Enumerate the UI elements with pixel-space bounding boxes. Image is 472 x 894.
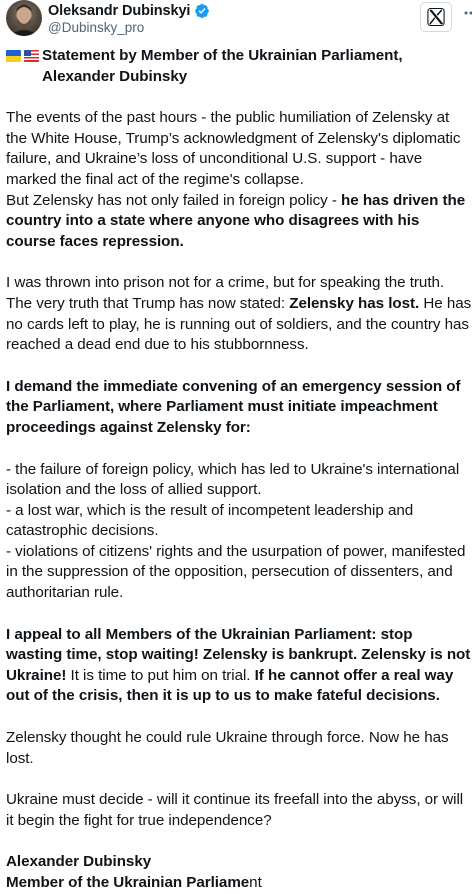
paragraph-appeal-bold-end: If he cannot offer a real way out of the crisis, then it is up to us to make fateful decisions. bbox=[6, 667, 453, 705]
paragraph-repression bbox=[6, 191, 472, 253]
user-handle[interactable]: @Dubinsky_pro bbox=[48, 20, 144, 35]
paragraph-repression-text: But Zelensky has not only failed in foreign policy - bbox=[6, 192, 341, 209]
paragraph-appeal bbox=[6, 625, 472, 707]
paragraph-appeal-bold: I appeal to all Members of the Ukrainian Parliament: stop wasting time, stop waiting! Zelensky is bankrupt. Zelensky is not Ukraine! bbox=[6, 626, 470, 684]
paragraph-events bbox=[6, 108, 472, 190]
list-item: - the failure of foreign policy, which has led to Ukraine's international isolation and the loss of allied support. bbox=[6, 460, 472, 501]
paragraph-prison bbox=[6, 273, 472, 355]
avatar-image bbox=[6, 0, 42, 36]
paragraph-repression-bold: he has driven the country into a state where anyone who disagrees with his course faces repression. bbox=[6, 192, 465, 250]
signature-role-rest: nt bbox=[249, 874, 262, 891]
ukraine-flag-icon bbox=[6, 50, 21, 62]
usa-flag-icon bbox=[24, 50, 39, 62]
x-logo-button[interactable] bbox=[420, 2, 452, 32]
display-name[interactable]: Oleksandr Dubinskyi bbox=[48, 3, 190, 19]
paragraph-prison-text-end: He has no cards left to play, he is running out of soldiers, and the country has reached a dead end due to his stubbornness. bbox=[6, 295, 471, 353]
signature-role bbox=[6, 873, 472, 894]
paragraph-force: Zelensky thought he could rule Ukraine through force. Now he has lost. bbox=[6, 728, 472, 769]
name-row bbox=[48, 2, 210, 20]
verified-badge-icon bbox=[194, 3, 210, 19]
post-title-line bbox=[6, 46, 472, 87]
paragraph-demand-bold: I demand the immediate convening of an emergency session of the Parliament, where Parliament must initiate impeachment proceedings against Zelensky for: bbox=[6, 378, 460, 436]
paragraph-decide: Ukraine must decide - will it continue its freefall into the abyss, or will it begin the fight for true independence? bbox=[6, 790, 472, 831]
x-logo-icon bbox=[426, 7, 446, 27]
paragraph-prison-text: I was thrown into prison not for a crime, but for speaking the truth. The very truth that Trump has now stated: bbox=[6, 274, 444, 312]
list-item: - violations of citizens' rights and the usurpation of power, manifested in the suppression of the opposition, persecution of dissenters, and authoritarian rule. bbox=[6, 542, 472, 604]
paragraph-demand bbox=[6, 377, 472, 439]
avatar[interactable] bbox=[6, 0, 42, 36]
post-title: Statement by Member of the Ukrainian Parliament, Alexander Dubinsky bbox=[42, 46, 472, 87]
more-options-icon[interactable] bbox=[452, 10, 472, 16]
post-text bbox=[6, 46, 472, 894]
signature-name-text: Alexander Dubinsky bbox=[6, 853, 151, 870]
paragraph-appeal-text: It is time to put him on trial. bbox=[66, 667, 254, 684]
paragraph-events-text: The events of the past hours - the public humiliation of Zelensky at the White House, Trump’s acknowledgment of Zelensky's diplomatic failure, and Ukraine’s loss of unconditional U.S. support - have marked the final act of the regime's collapse. bbox=[6, 109, 460, 188]
post-header bbox=[0, 0, 472, 40]
signature-role-bold: Member of the Ukrainian Parliame bbox=[6, 874, 249, 891]
signature-name bbox=[6, 852, 472, 873]
list-item: - a lost war, which is the result of incompetent leadership and catastrophic decisions. bbox=[6, 501, 472, 542]
paragraph-prison-bold: Zelensky has lost. bbox=[289, 295, 419, 312]
